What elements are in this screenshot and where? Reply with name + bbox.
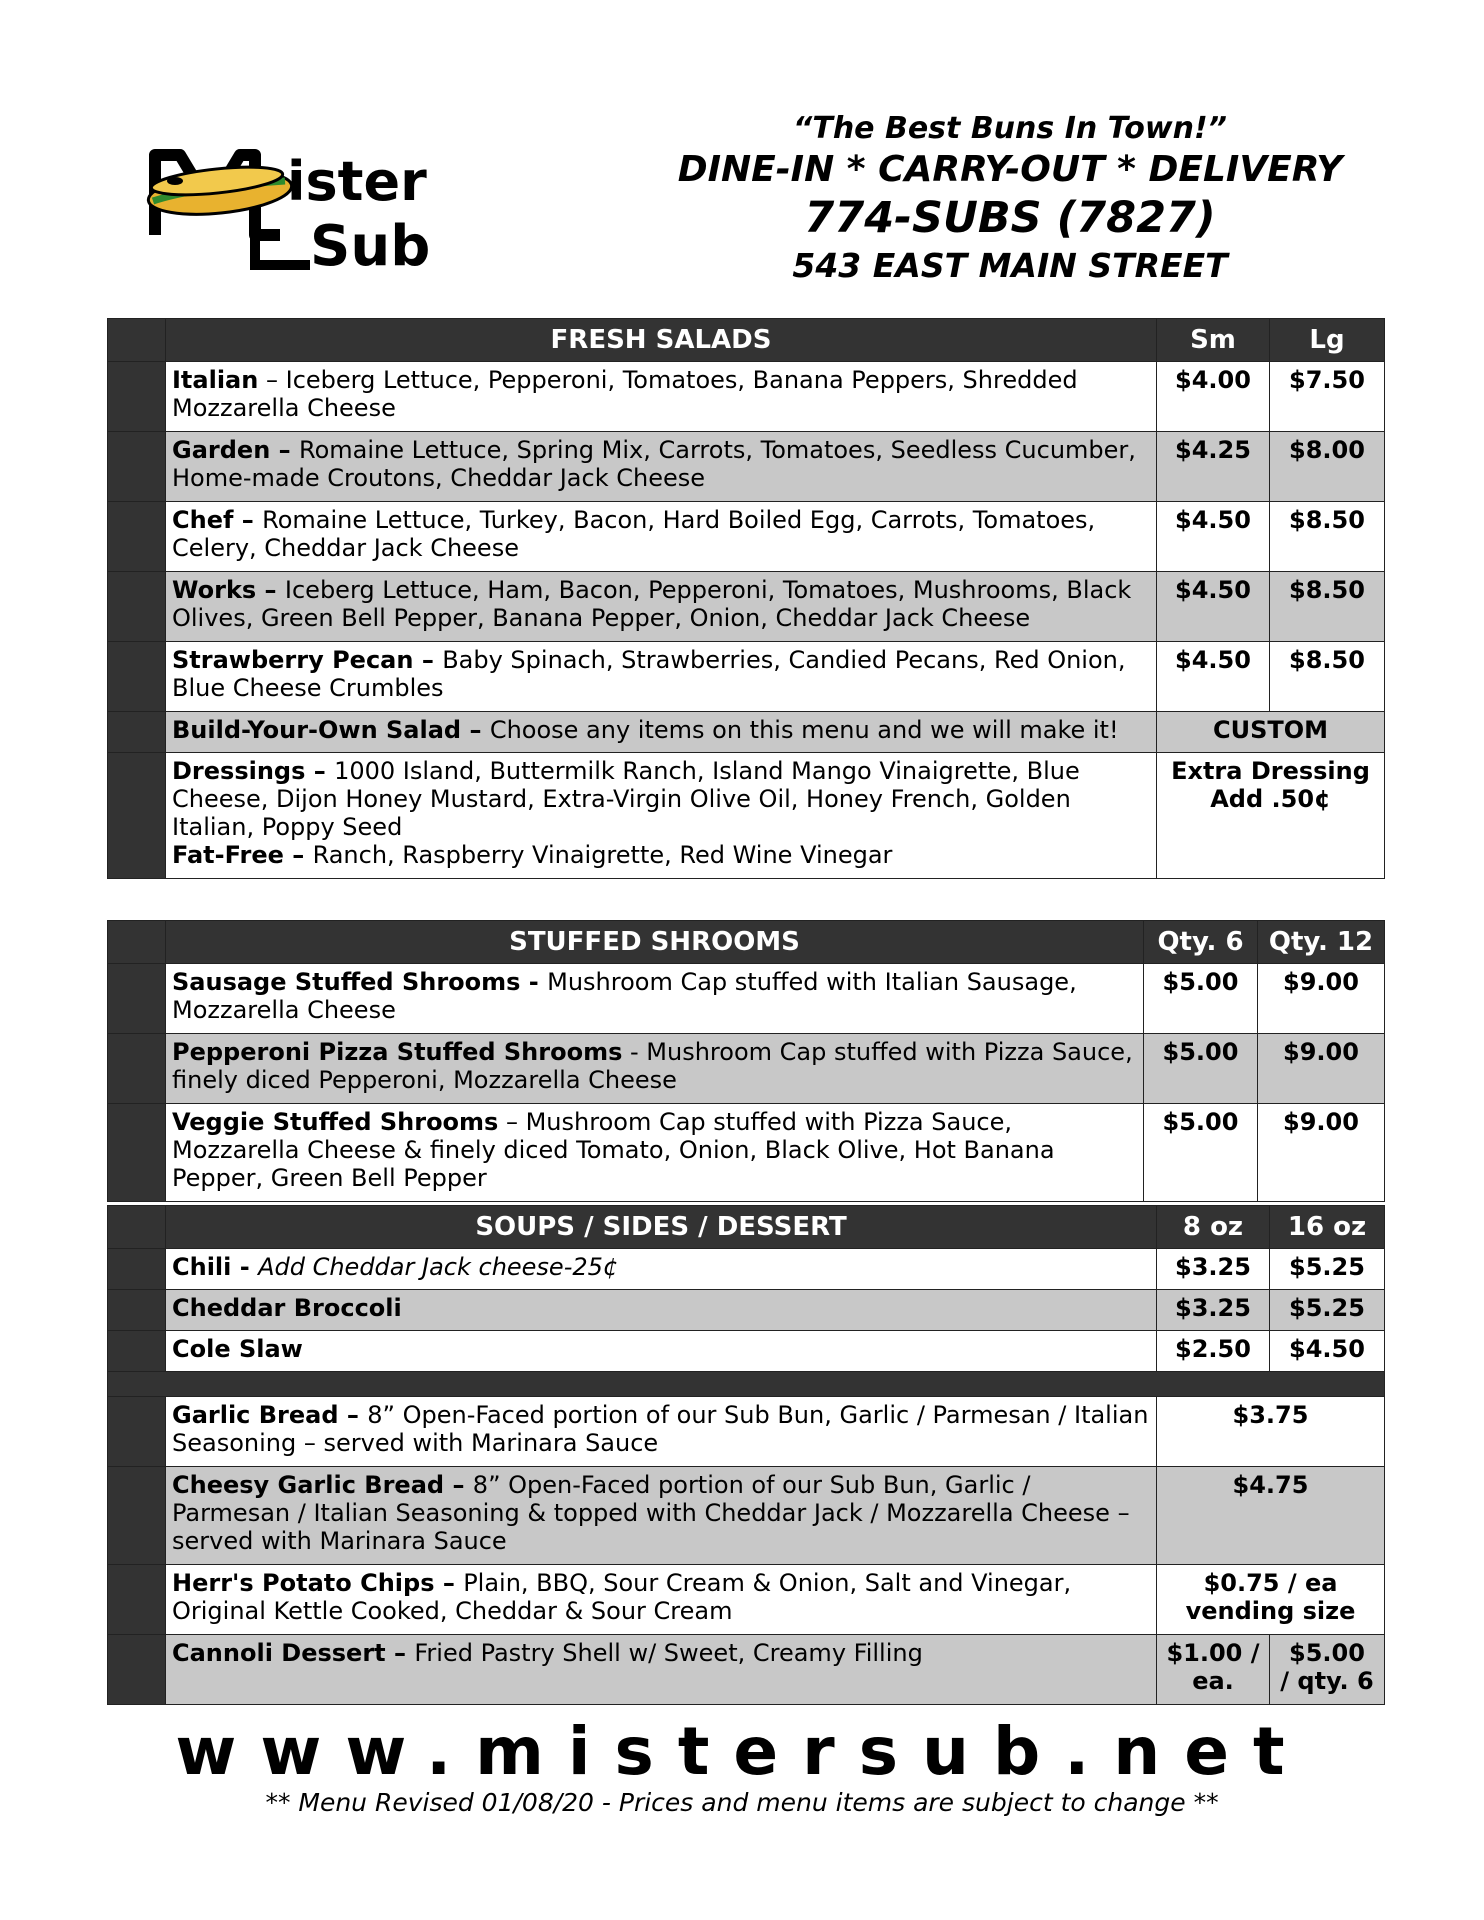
column-header: 8 oz — [1157, 1206, 1270, 1249]
menu-row — [108, 1565, 1385, 1635]
salads-header-row — [108, 319, 1385, 362]
side-bar — [108, 921, 166, 964]
price-extra-dressing — [1157, 753, 1385, 879]
section-title: SOUPS / SIDES / DESSERT — [166, 1206, 1157, 1249]
side-bar — [108, 1397, 166, 1467]
price-sm: $4.50 — [1157, 502, 1270, 572]
tagline: “The Best Buns In Town!” — [793, 111, 1227, 146]
item-note: Add Cheddar Jack cheese-25¢ — [258, 1253, 619, 1281]
divider — [108, 1372, 1385, 1397]
menu-row — [108, 1397, 1385, 1467]
logo-text-sub: Sub — [310, 214, 431, 279]
section-title: FRESH SALADS — [166, 319, 1157, 362]
item-description — [166, 712, 1157, 753]
price-qty12: $9.00 — [1258, 1034, 1385, 1104]
menu-row — [108, 432, 1385, 502]
menu-row — [108, 753, 1385, 879]
item-name: Chef – — [172, 506, 263, 534]
price-lg: $7.50 — [1270, 362, 1385, 432]
price-qty6 — [1270, 1635, 1385, 1705]
sandwich-icon — [146, 162, 293, 220]
price-8oz: $3.25 — [1157, 1249, 1270, 1290]
price — [1157, 1565, 1385, 1635]
item-description — [166, 1290, 1157, 1331]
side-bar — [108, 642, 166, 712]
menu-row — [108, 642, 1385, 712]
item-name: Fat-Free – — [172, 841, 313, 869]
shrooms-header-row — [108, 921, 1385, 964]
column-header: Qty. 12 — [1258, 921, 1385, 964]
side-bar — [108, 1249, 166, 1290]
side-bar — [108, 1290, 166, 1331]
side-bar — [108, 712, 166, 753]
mister-sub-logo — [135, 115, 435, 285]
side-bar — [108, 1635, 166, 1705]
price-16oz: $4.50 — [1270, 1331, 1385, 1372]
column-header: Lg — [1270, 319, 1385, 362]
item-name: Herr's Potato Chips – — [172, 1569, 464, 1597]
item-description — [166, 1034, 1144, 1104]
item-text: Choose any items on this menu and we will make it! — [489, 716, 1119, 744]
item-name: Dressings – — [172, 757, 335, 785]
side-bar — [108, 964, 166, 1034]
salads-table — [107, 318, 1385, 879]
price-sm: $4.25 — [1157, 432, 1270, 502]
column-header: Qty. 6 — [1144, 921, 1258, 964]
side-bar — [108, 1565, 166, 1635]
price-qty6: $5.00 — [1144, 964, 1258, 1034]
column-header: Sm — [1157, 319, 1270, 362]
item-description — [166, 1104, 1144, 1202]
item-text: Fried Pastry Shell w/ Sweet, Creamy Filling — [414, 1639, 923, 1667]
item-name: Works – — [172, 576, 285, 604]
item-text: Iceberg Lettuce, Ham, Bacon, Pepperoni, Tomatoes, Mushrooms, Black Olives, Green Bell Pepper, Banana Pepper, Onion, Cheddar Jack Cheese — [172, 576, 1132, 632]
item-description — [166, 1331, 1157, 1372]
menu-row — [108, 572, 1385, 642]
price-line: Extra Dressing — [1171, 757, 1370, 785]
item-text: – Mushroom Cap stuffed with Pizza Sauce, Mozzarella Cheese & finely diced Tomato, Onion, Black Olive, Hot Banana Pepper, Green Bell Pepper — [172, 1108, 1055, 1192]
price-line: ea. — [1192, 1667, 1234, 1695]
side-bar — [108, 572, 166, 642]
menu-row — [108, 964, 1385, 1034]
item-description — [166, 1249, 1157, 1290]
item-text: 8” Open-Faced portion of our Sub Bun, Garlic / Parmesan / Italian Seasoning – served with Marinara Sauce — [172, 1401, 1149, 1457]
header — [640, 110, 1380, 288]
side-bar — [108, 1331, 166, 1372]
price-sm: $4.50 — [1157, 572, 1270, 642]
soups-header-row — [108, 1206, 1385, 1249]
price-16oz: $5.25 — [1270, 1249, 1385, 1290]
price-line: $1.00 / — [1166, 1639, 1260, 1667]
item-text: Baby Spinach, Strawberries, Candied Pecans, Red Onion, Blue Cheese Crumbles — [172, 646, 1126, 702]
shrooms-table — [107, 920, 1385, 1202]
menu-row — [108, 1034, 1385, 1104]
item-separator: – — [258, 366, 286, 394]
website-url: www.mistersub.net — [175, 1713, 1309, 1790]
item-name: Cheesy Garlic Bread – — [172, 1471, 473, 1499]
item-text: Plain, BBQ, Sour Cream & Onion, Salt and Vinegar, Original Kettle Cooked, Cheddar & Sour Cream — [172, 1569, 1072, 1625]
item-text: Iceberg Lettuce, Pepperoni, Tomatoes, Banana Peppers, Shredded Mozzarella Cheese — [172, 366, 1078, 422]
price-qty6: $5.00 — [1144, 1104, 1258, 1202]
item-description — [166, 572, 1157, 642]
item-description — [166, 502, 1157, 572]
price-line: $0.75 / ea — [1203, 1569, 1338, 1597]
item-text: - Mushroom Cap stuffed with Pizza Sauce, finely diced Pepperoni, Mozzarella Cheese — [172, 1038, 1133, 1094]
item-text: Ranch, Raspberry Vinaigrette, Red Wine Vinegar — [312, 841, 893, 869]
item-name: Pepperoni Pizza Stuffed Shrooms — [172, 1038, 623, 1066]
price-8oz: $3.25 — [1157, 1290, 1270, 1331]
item-name: Sausage Stuffed Shrooms - — [172, 968, 548, 996]
divider-row — [108, 1372, 1385, 1397]
services-line: DINE-IN * CARRY-OUT * DELIVERY — [677, 149, 1343, 190]
price-qty6: $5.00 — [1144, 1034, 1258, 1104]
side-bar — [108, 1467, 166, 1565]
revision-note: ** Menu Revised 01/08/20 - Prices and menu items are subject to change ** — [265, 1788, 1219, 1817]
menu-row — [108, 1104, 1385, 1202]
price: $4.75 — [1157, 1467, 1385, 1565]
side-bar — [108, 753, 166, 879]
price: $3.75 — [1157, 1397, 1385, 1467]
item-description — [166, 362, 1157, 432]
item-name: Veggie Stuffed Shrooms — [172, 1108, 499, 1136]
price-16oz: $5.25 — [1270, 1290, 1385, 1331]
price-line: vending size — [1185, 1597, 1356, 1625]
item-name: Cheddar Broccoli — [172, 1294, 402, 1322]
soups-table — [107, 1205, 1385, 1705]
item-name: Cannoli Dessert – — [172, 1639, 415, 1667]
item-name: Italian — [172, 366, 259, 394]
price-lg: $8.50 — [1270, 502, 1385, 572]
side-bar — [108, 432, 166, 502]
side-bar — [108, 362, 166, 432]
item-text: Mushroom Cap stuffed with Italian Sausage, Mozzarella Cheese — [172, 968, 1077, 1024]
item-description — [166, 753, 1157, 879]
item-text: 8” Open-Faced portion of our Sub Bun, Garlic / Parmesan / Italian Seasoning & topped with Cheddar Jack / Mozzarella Cheese – served with Marinara Sauce — [172, 1471, 1130, 1555]
section-title: STUFFED SHROOMS — [166, 921, 1144, 964]
side-bar — [108, 319, 166, 362]
menu-row — [108, 502, 1385, 572]
menu-row — [108, 712, 1385, 753]
price-qty12: $9.00 — [1258, 964, 1385, 1034]
menu-row — [108, 362, 1385, 432]
item-description — [166, 642, 1157, 712]
item-text: 1000 Island, Buttermilk Ranch, Island Mango Vinaigrette, Blue Cheese, Dijon Honey Mustard, Extra-Virgin Olive Oil, Honey French, Golden Italian, Poppy Seed — [172, 757, 1080, 841]
price-line: Add .50¢ — [1210, 785, 1331, 813]
price-each — [1157, 1635, 1270, 1705]
price-lg: $8.00 — [1270, 432, 1385, 502]
side-bar — [108, 1034, 166, 1104]
item-description — [166, 432, 1157, 502]
side-bar — [108, 1104, 166, 1202]
phone-number: 774-SUBS (7827) — [804, 193, 1216, 243]
item-description — [166, 1565, 1157, 1635]
side-bar — [108, 1206, 166, 1249]
address: 543 EAST MAIN STREET — [792, 246, 1228, 285]
price-lg: $8.50 — [1270, 642, 1385, 712]
item-name: Cole Slaw — [172, 1335, 303, 1363]
item-text: Romaine Lettuce, Turkey, Bacon, Hard Boiled Egg, Carrots, Tomatoes, Celery, Cheddar Jack Cheese — [172, 506, 1096, 562]
item-name: Chili - — [172, 1253, 259, 1281]
logo-text-mister: ister — [287, 150, 427, 213]
side-bar — [108, 502, 166, 572]
item-name: Strawberry Pecan – — [172, 646, 443, 674]
price-sm: $4.50 — [1157, 642, 1270, 712]
price-line: $5.00 — [1289, 1639, 1365, 1667]
item-name: Build-Your-Own Salad – — [172, 716, 490, 744]
item-name: Garden – — [172, 436, 299, 464]
item-description — [166, 964, 1144, 1034]
price-line: / qty. 6 — [1280, 1667, 1374, 1695]
menu-row — [108, 1467, 1385, 1565]
price-sm: $4.00 — [1157, 362, 1270, 432]
item-text: Romaine Lettuce, Spring Mix, Carrots, Tomatoes, Seedless Cucumber, Home-made Croutons, Cheddar Jack Cheese — [172, 436, 1136, 492]
price-lg: $8.50 — [1270, 572, 1385, 642]
item-description — [166, 1635, 1157, 1705]
item-description — [166, 1467, 1157, 1565]
menu-row — [108, 1290, 1385, 1331]
price-custom: CUSTOM — [1157, 712, 1385, 753]
column-header: 16 oz — [1270, 1206, 1385, 1249]
menu-row — [108, 1249, 1385, 1290]
price-8oz: $2.50 — [1157, 1331, 1270, 1372]
menu-row — [108, 1635, 1385, 1705]
item-name: Garlic Bread – — [172, 1401, 368, 1429]
price-qty12: $9.00 — [1258, 1104, 1385, 1202]
menu-row — [108, 1331, 1385, 1372]
item-description — [166, 1397, 1157, 1467]
